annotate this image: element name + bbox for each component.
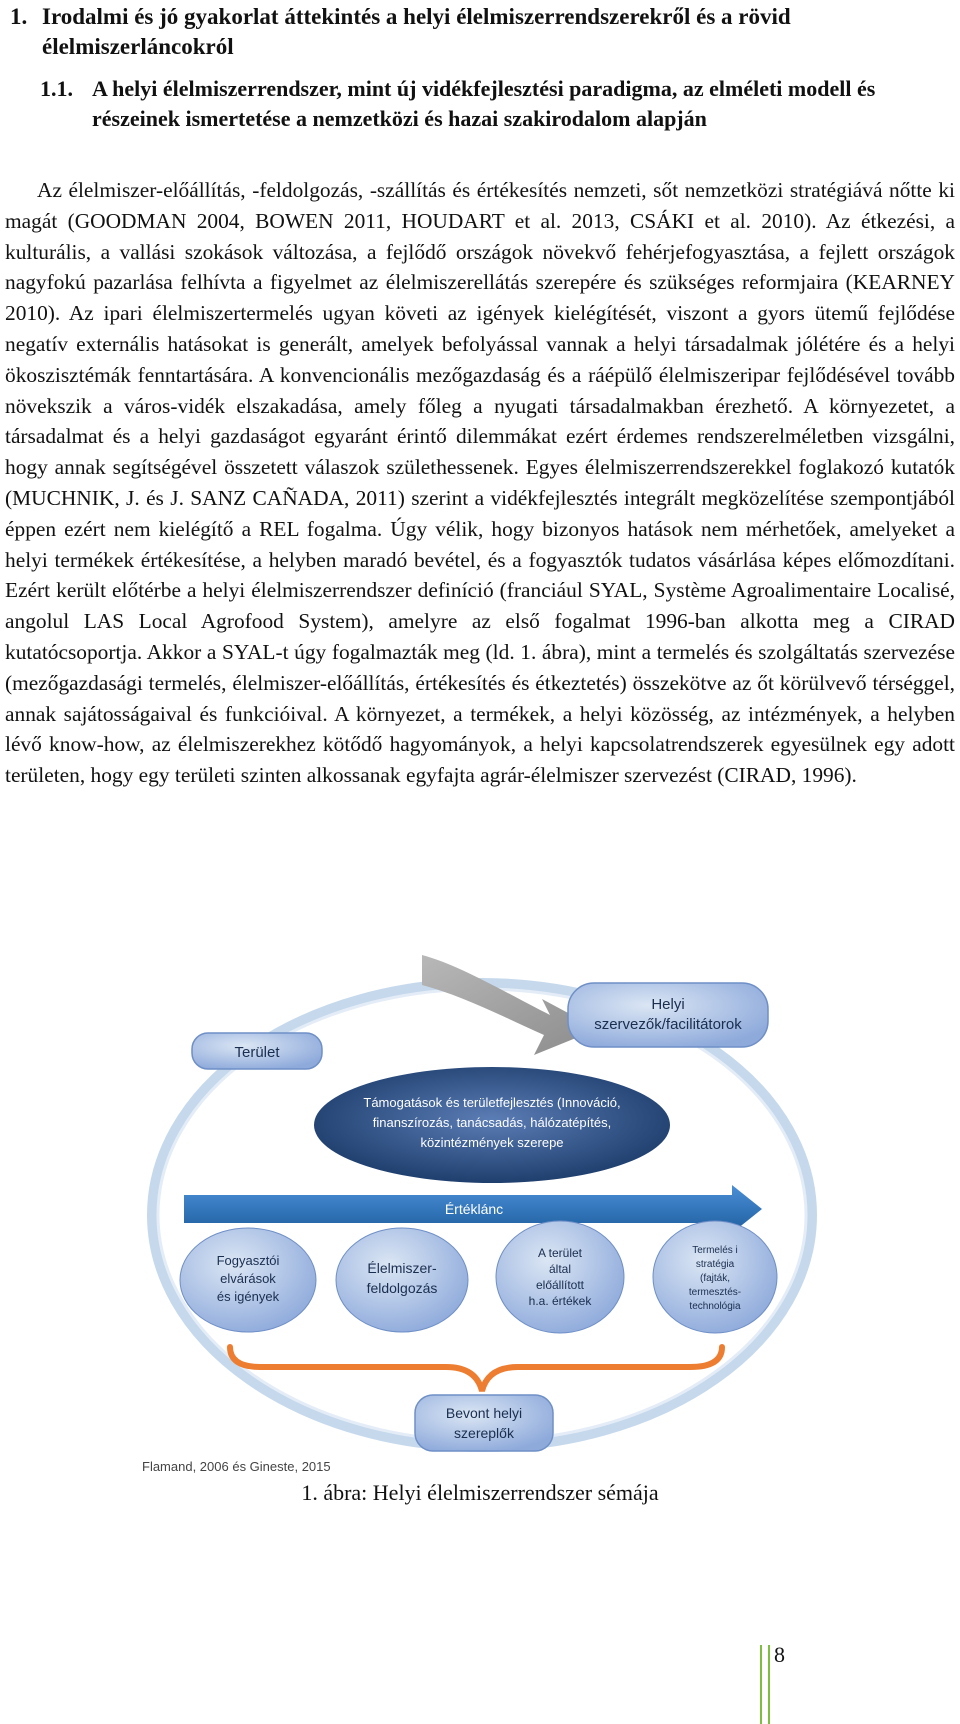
chapter-title: Irodalmi és jó gyakorlat áttekintés a helyi élelmiszerrendszerekről és a rövid élelmiszerláncokról [42,4,791,59]
local-organizers-line2: szervezők/facilitátorok [594,1016,742,1033]
processing-line2: feldolgozás [366,1280,438,1296]
page-number: 8 [774,1642,785,1667]
local-organizers-line1: Helyi [651,996,685,1013]
actors-line2: szereplők [454,1425,514,1441]
strategy-line3: (fajták, [699,1273,731,1284]
strategy-line1: Termelés i [692,1245,738,1256]
value-chain-label: Értéklánc [444,1201,504,1217]
strategy-line2: stratégia [695,1259,735,1270]
values-line4: h.a. értékek [528,1294,592,1308]
consumer-line2: elvárások [220,1271,276,1286]
consumer-line3: és igények [216,1289,280,1304]
body-paragraph: Az élelmiszer-előállítás, -feldolgozás, -szállítás és értékesítés nemzeti, sőt nemzetközi stratégiává nőtte ki magát (GOODMAN 2004, BOWEN 2011, HOUDART et al. 2013, CSÁKI et al. 2010). Az étkezési, a kulturális, a vallási szokások változása, a fejlődő országok növekvő fehérjefogyasztása, a fejlett országok nagyfokú pazarlása felhívta a figyelmet az élelmiszerellátás szerepére és szükséges reformjaira (KEARNEY 2010). Az ipari élelmiszertermelés ugyan követi az igények kielégítését, viszont a gyors ütemű fejlődése negatív externális hatásokat is generált, amelyek befolyással vannak a helyi társadalmak jólétére és a helyi ökoszisztémák fenntartására. A konvencionális mezőgazdaság és a ráépülő élelmiszeripar fejlődésével tovább növekszik a város-vidék elszakadása, amely főleg a nyugati társadalmakban érezhető. A környezetet, a társadalmat és a helyi gazdaságot egyaránt érintő dilemmákat ezért érdemes rendszerelméletben vizsgálni, hogy annak segítségével összetett válaszok születhessenek. Egyes élelmiszerrendszerekkel foglakozó kutatók (MUCHNIK, J. és J. SANZ CAÑADA, 2011) szerint a vidékfejlesztés integrált megközelítése szempontjából éppen ezért nem kielégítő a REL fogalma. Úgy vélik, hogy bizonyos hatások nem mérhetőek, amelyeket a helyi termékek értékesítése, a helyben maradó bevétel, és a fogyasztók tudatos vásárlása képes előmozdítani. Ezért került előtérbe a helyi élelmiszerrendszer definíció (franciául SYAL, Système Agroalimentaire Localisé, angolul LAS Local Agrofood System), amelyre az első fogalmat 1996-ban alkotta meg a CIRAD kutatócsoportja. Akkor a SYAL-t úgy fogalmazták meg (ld. 1. ábra), mint a termelés és szolgáltatás szervezése (mezőgazdasági termelés, élelmiszer-előállítás, értékesítés és étkeztetés) összekötve az őt körülvevő térséggel, annak sajátosságaival és funkcióival. A környezet, a termékek, a helyi közösség, az intézmények, a helyben lévő know-how, az élelmiszerekhez kötődő hagyományok, a helyi kapcsolatrendszerek egyesülnek egy adott területen, hogy egy területi szinten alkossanak egyfajta agrár-élelmiszer szervezést (CIRAD, 1996). [5,178,955,788]
territory-label: Terület [234,1044,280,1061]
support-line2: finanszírozás, tanácsadás, hálózatépítés, [372,1115,612,1130]
processing-line1: Élelmiszer- [367,1260,437,1276]
territory-box [192,1033,322,1069]
local-values-bubble [496,1221,624,1333]
figure-source: Flamand, 2006 és Gineste, 2015 [142,1459,331,1474]
production-strategy-bubble [653,1221,777,1333]
figure-caption: 1. ábra: Helyi élelmiszerrendszer sémája [301,1480,659,1505]
consumer-line1: Fogyasztói [216,1253,280,1268]
chapter-heading [10,2,940,62]
chapter-number: 1. [10,4,28,29]
diagram-svg [130,955,850,1475]
support-line1: Támogatások és területfejlesztés (Innováció, [363,1095,621,1110]
figure-diagram [130,955,850,1475]
food-processing-bubble [336,1228,468,1332]
section-heading [40,74,940,134]
strategy-line4: termesztés- [688,1287,742,1298]
involved-actors-box [415,1395,553,1451]
support-oval [314,1067,670,1183]
page-number-bar [760,1645,770,1724]
local-organizers-box [568,983,768,1047]
values-line3: előállított [535,1278,585,1292]
values-line2: által [548,1262,572,1276]
consumer-expectations-bubble [180,1228,316,1332]
actors-line1: Bevont helyi [445,1405,523,1421]
section-number: 1.1. [40,76,73,101]
section-title: A helyi élelmiszerrendszer, mint új vidékfejlesztési paradigma, az elméleti modell és részeinek ismertetése a nemzetközi és hazai szakirodalom alapján [92,76,876,131]
strategy-line5: technológia [689,1301,741,1312]
values-line1: A terület [537,1246,583,1260]
support-line3: közintézmények szerepe [420,1135,564,1150]
